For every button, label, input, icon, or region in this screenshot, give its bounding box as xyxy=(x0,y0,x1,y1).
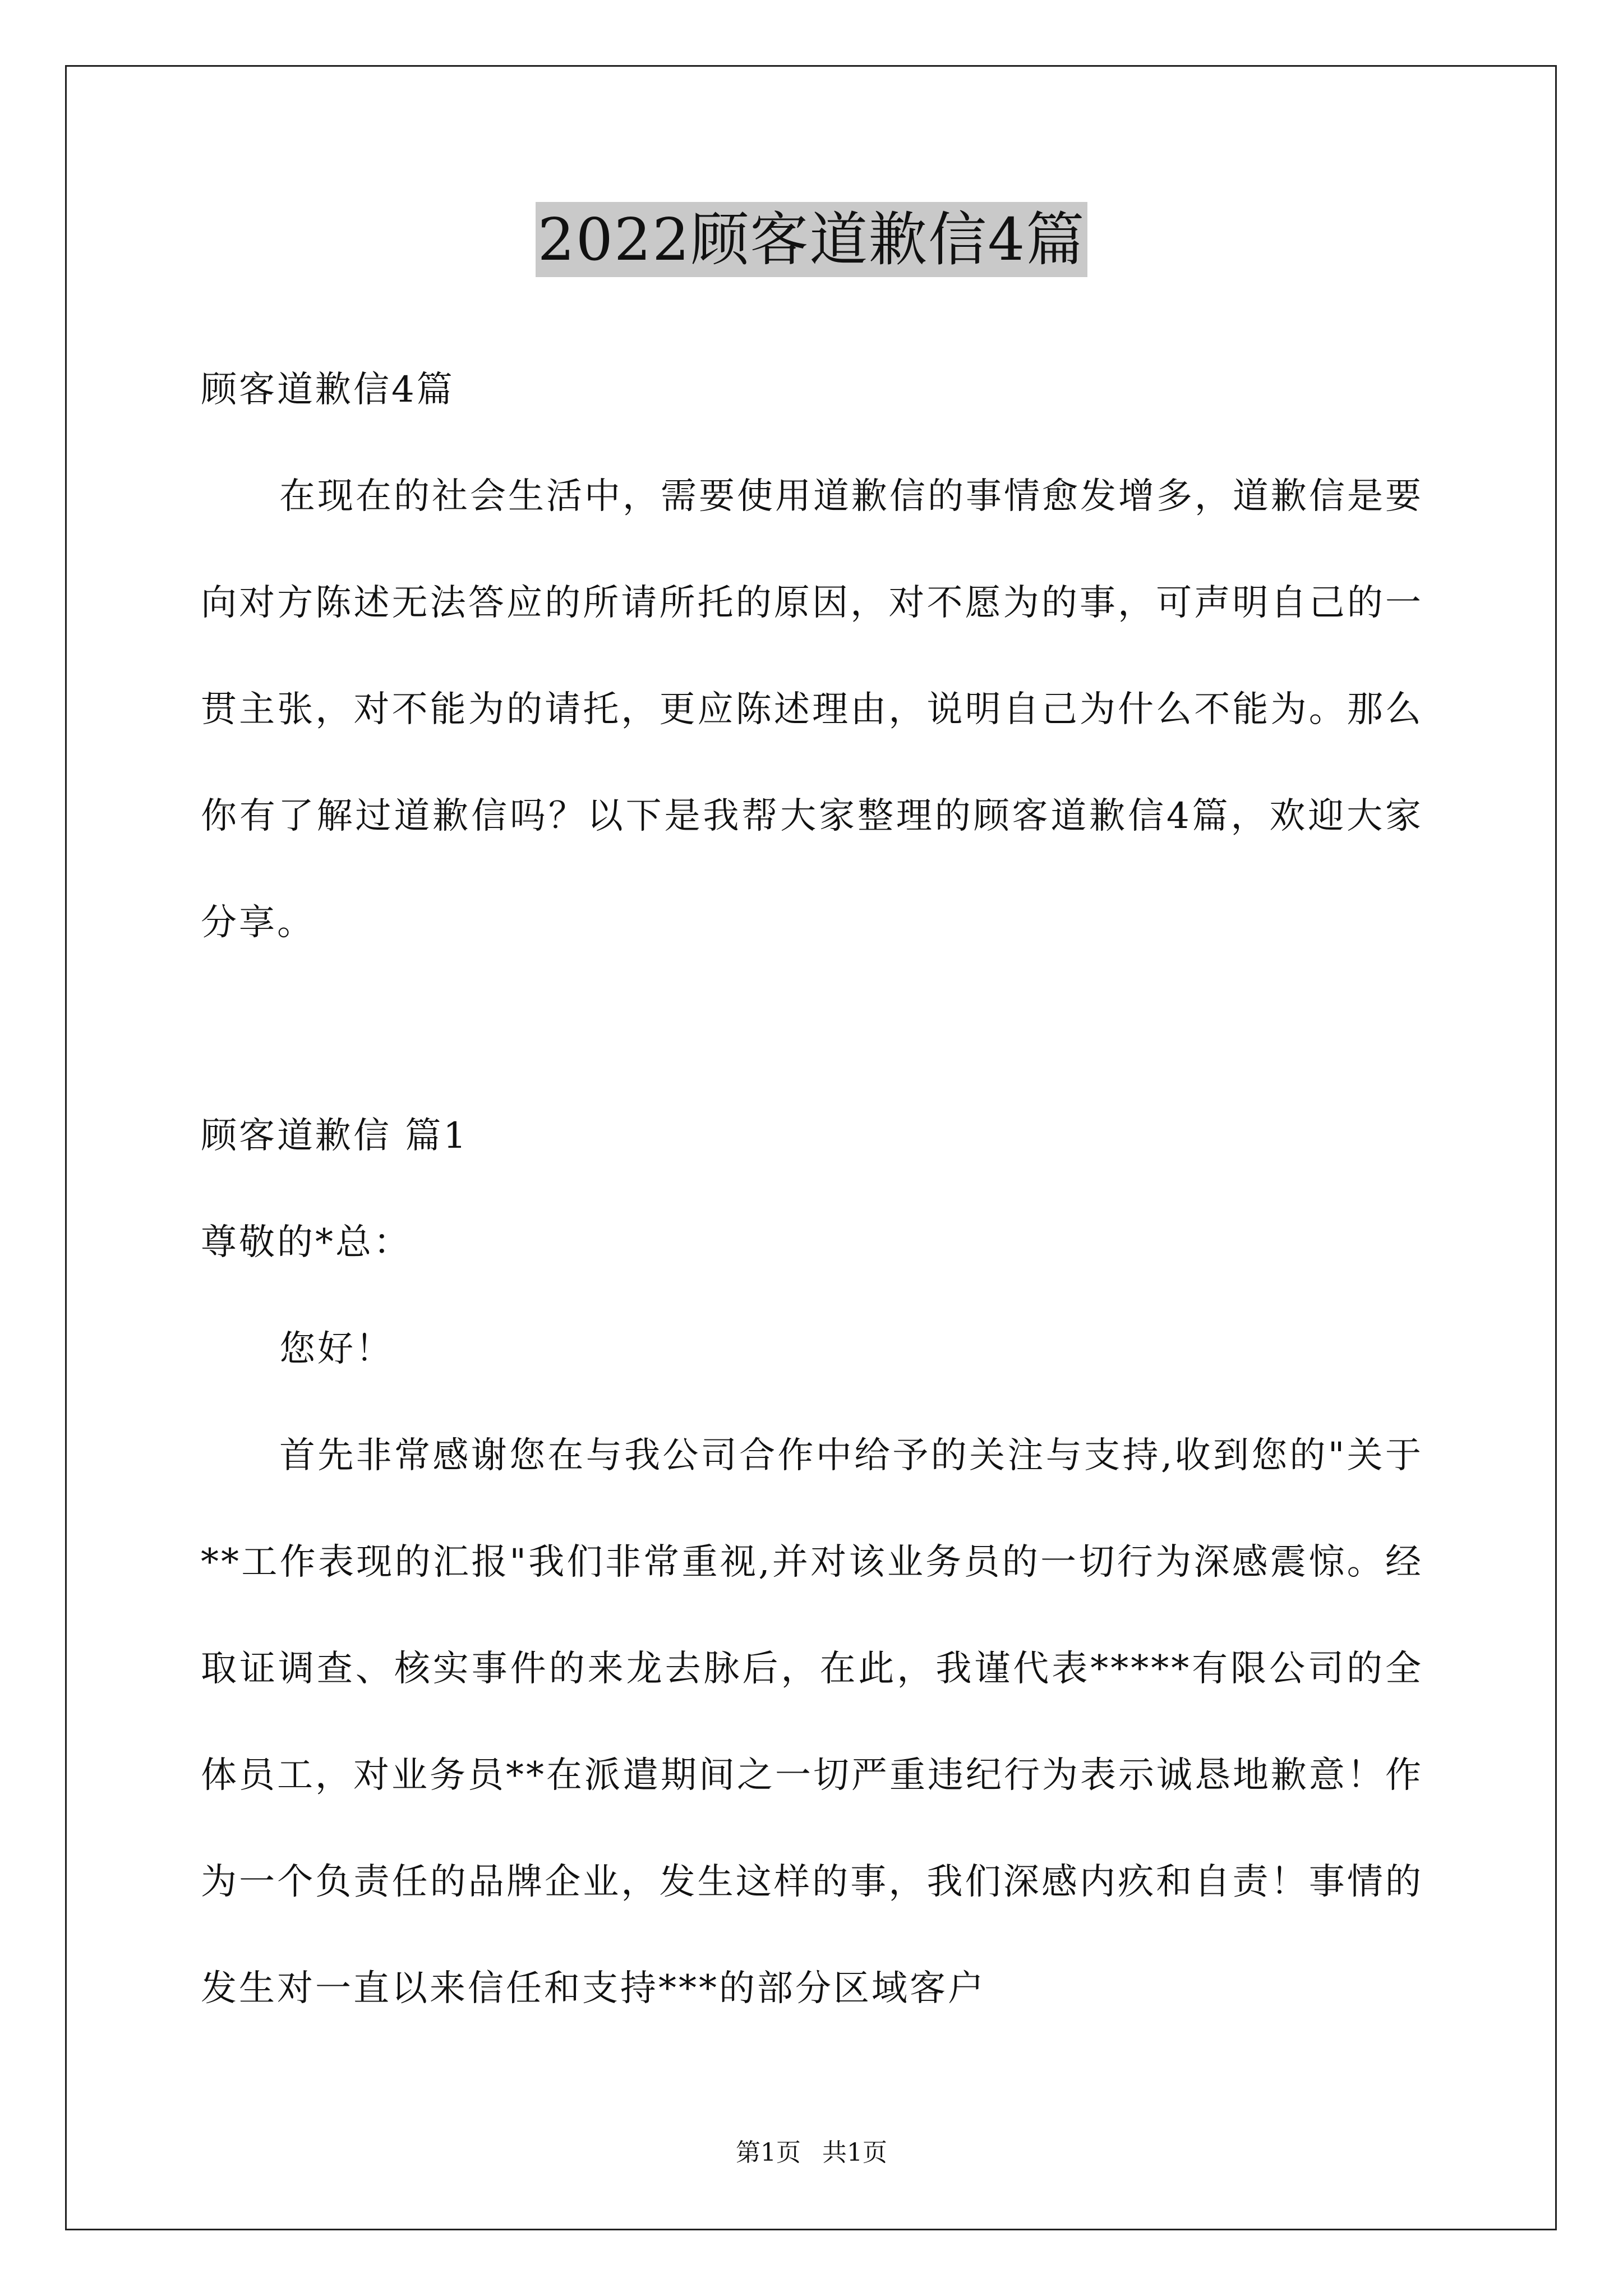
page-footer xyxy=(0,2136,1623,2170)
letter-salutation: 尊敬的*总： xyxy=(201,1222,412,1263)
page-total: 共1页 xyxy=(822,2138,887,2167)
document-subtitle: 顾客道歉信4篇 xyxy=(201,369,455,411)
document-body xyxy=(201,337,1423,2042)
document-title: 2022顾客道歉信4篇 xyxy=(536,202,1088,277)
section-heading: 顾客道歉信 篇1 xyxy=(201,1115,469,1157)
section-spacer xyxy=(201,976,1423,1083)
letter-body-paragraph: 首先非常感谢您在与我公司合作中给予的关注与支持,收到您的"关于**工作表现的汇报"我们非常重视,并对该业务员的一切行为深感震惊。经取证调查、核实事件的来龙去脉后，在此，我谨代表*****有限公司的全体员工，对业务员**在派遣期间之一切严重违纪行为表示诚恳地歉意！作为一个负责任的品牌企业，发生这样的事，我们深感内疚和自责！事情的发生对一直以来信任和支持***的部分区域客户 xyxy=(201,1435,1423,2009)
letter-greeting: 您好！ xyxy=(279,1328,394,1370)
intro-paragraph: 在现在的社会生活中，需要使用道歉信的事情愈发增多，道歉信是要向对方陈述无法答应的所请所托的原因，对不愿为的事，可声明自己的一贯主张，对不能为的请托，更应陈述理由，说明自己为什么不能为。那么你有了解过道歉信吗？以下是我帮大家整理的顾客道歉信4篇，欢迎大家分享。 xyxy=(201,476,1423,944)
page-number: 第1页 xyxy=(736,2138,801,2167)
title-container xyxy=(0,202,1623,277)
